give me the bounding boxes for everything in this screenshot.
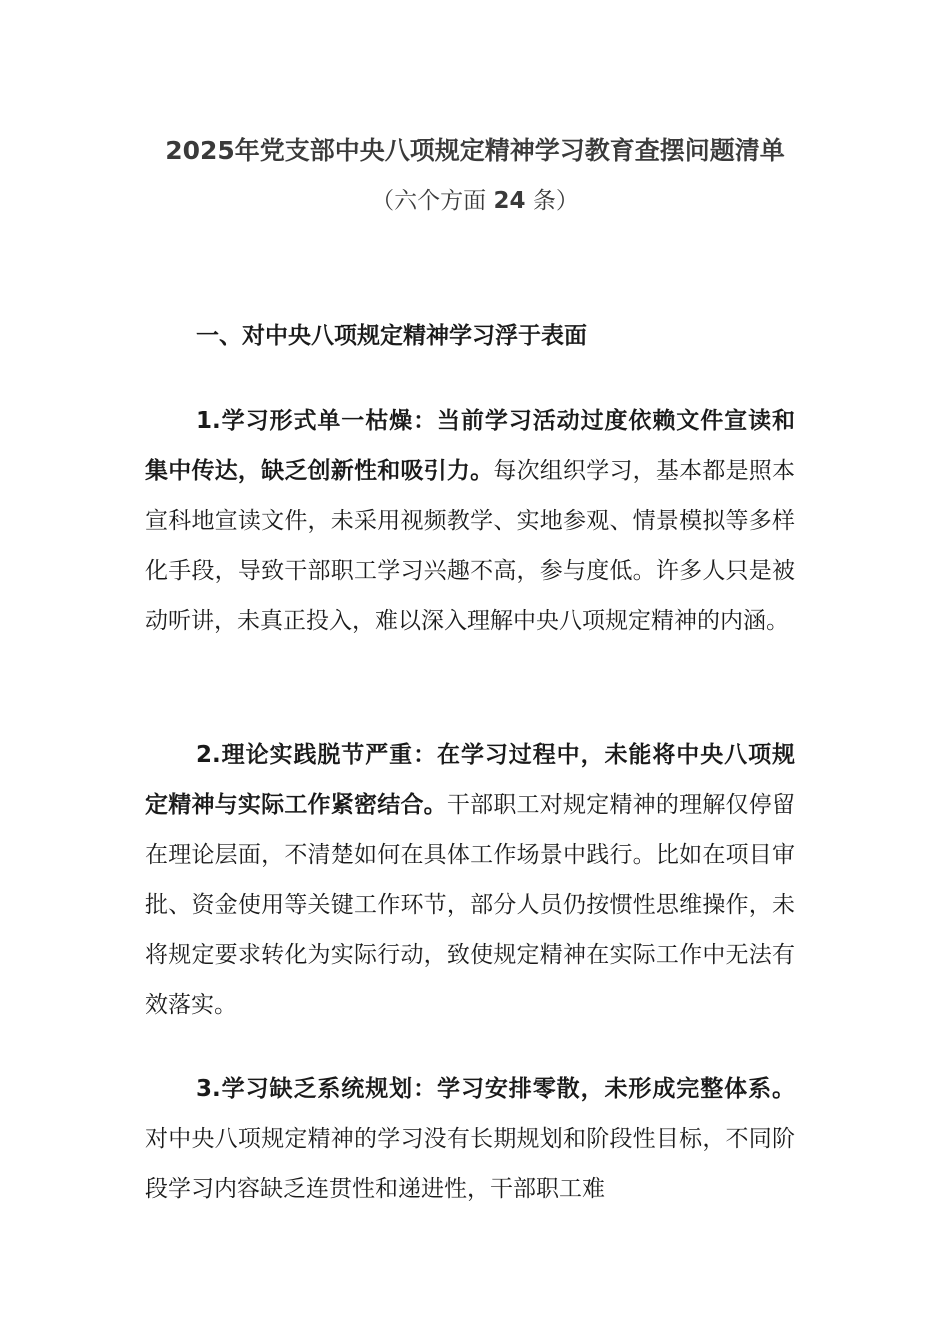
item-lead: 2.理论实践脱节严重：在学习过程中，未能将中央八项规定精神与实际工作紧密结合。 (145, 742, 795, 818)
item-body: 干部职工对规定精神的理解仅停留在理论层面，不清楚如何在具体工作场景中践行。比如在项目审批、资金使用等关键工作环节，部分人员仍按惯性思维操作，未将规定要求转化为实际行动，致使规定精神在实际工作中无法有效落实。 (145, 792, 796, 1018)
subtitle-count: 24 (493, 188, 526, 214)
list-item (145, 396, 795, 646)
item-lead: 1.学习形式单一枯燥：当前学习活动过度依赖文件宣读和集中传达，缺乏创新性和吸引力。 (145, 408, 795, 484)
subtitle-open: （六个方面 (371, 188, 487, 214)
document-title: 2025年党支部中央八项规定精神学习教育查摆问题清单 (165, 136, 785, 165)
subtitle-close: 条） (532, 188, 579, 214)
list-item (145, 1064, 795, 1214)
document-subtitle (0, 184, 950, 218)
item-lead: 3.学习缺乏系统规划：学习安排零散，未形成完整体系。 (196, 1076, 795, 1102)
item-body: 对中央八项规定精神的学习没有长期规划和阶段性目标，不同阶段学习内容缺乏连贯性和递进性，干部职工难 (145, 1126, 795, 1202)
list-item (145, 730, 795, 1030)
item-body: 每次组织学习，基本都是照本宣科地宣读文件，未采用视频教学、实地参观、情景模拟等多样化手段，导致干部职工学习兴趣不高，参与度低。许多人只是被动听讲，未真正投入，难以深入理解中央八项规定精神的内涵。 (145, 458, 796, 634)
section-heading: 一、对中央八项规定精神学习浮于表面 (196, 323, 587, 349)
